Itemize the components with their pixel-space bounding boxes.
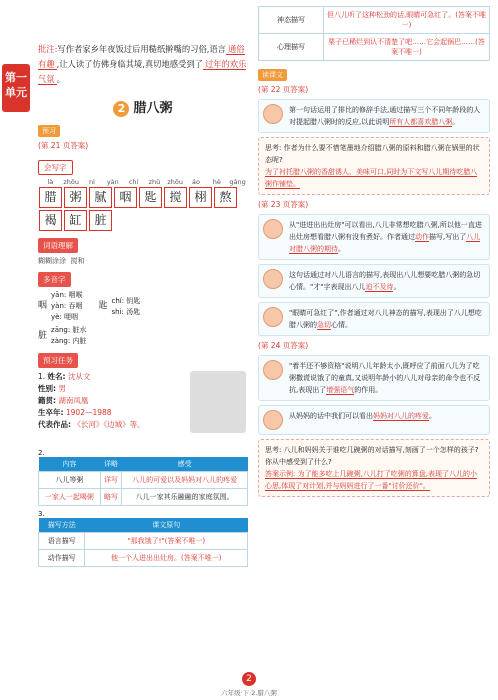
avatar xyxy=(263,307,283,327)
avatar xyxy=(263,269,283,289)
table-content: 内容 详略 感受 八儿等粥 详写 八儿的可爱以及妈妈对八儿的疼爱 一家人一起喝粥 略写 八儿一家其乐融融的家庭氛围。 xyxy=(38,457,248,506)
table-description-cont: 神态描写 但八儿听了这种松劲的话,眼睛可急红了。(答案不唯一) 心理描写 栗子已稀烂到认不清楚了吧……它会起锅巴……(答案不唯一) xyxy=(258,6,490,61)
footer-text: 六年级·下·2.腊八粥 xyxy=(221,689,277,697)
vocab-label: 词语理解 xyxy=(38,238,78,253)
note-5: "着半还不够资格"说明八儿年龄太小,既呼应了前面八儿为了吃粥撒谎说饿了的童真,又说明年龄小的八儿对母亲的命令也不反抗,表现出了增强语气的作用。 xyxy=(258,355,490,401)
char-cell: 褐 xyxy=(39,210,62,231)
write-label: 会写字 xyxy=(38,160,73,175)
pinyin-item: zhōu xyxy=(63,178,80,186)
char-cell: 搅 xyxy=(164,187,187,208)
author-portrait xyxy=(190,371,246,433)
preview-badge: 预习 xyxy=(38,125,60,137)
avatar xyxy=(263,219,283,239)
char-cell: 腊 xyxy=(39,187,62,208)
study-badge: 读课文 xyxy=(258,69,287,81)
char-cell: 匙 xyxy=(139,187,162,208)
avatar xyxy=(263,104,283,124)
think-1: 思考: 作者为什么要不惜笔墨地介绍腊八粥的原料和腊八粥在锅里的状态呢? 为了衬托腊八粥的香甜诱人、美味可口,同时为下文写八儿期待吃腊八粥作铺垫。 xyxy=(258,137,490,195)
note-2: 从"进进出出灶房"可以看出,八儿非常想吃腊八粥,所以他一直进出灶房想看腊八粥有没有煮好。作者通过动作描写,写出了八儿对腊八粥的期待。 xyxy=(258,214,490,260)
note-3: 这句话通过对八儿语言的描写,表现出八儿想要吃腊八粥的急切心情。"才"字表现出八儿迫不及待。 xyxy=(258,264,490,298)
char-cell: 栩 xyxy=(189,187,212,208)
polyphones: 咽 yān: 咽喉 yàn: 吞咽 yè: 哽咽 匙 chí: 钥匙 shi: 汤匙 xyxy=(38,291,141,321)
char-grid xyxy=(38,186,248,232)
page-number: 2 xyxy=(242,672,256,686)
left-column: 批注:写作者家乡年夜饭过后用糙纸擀嘴的习俗,语言 通俗有趣 ,让人读了仿佛身临其境,真切地感受到了 过年的欢乐气氛 。 2 腊八粥 预习 (第 21 页答案) 会写字 là zhōu nì yàn chí zhǔ zhōu áo hè gāng 腊 粥 腻 咽 匙 搅 栩 熬 褐 缸 脏 词语理解 糊糊涂涂 搅和 多音字 咽 yān: 咽喉 yàn: 吞咽 yè: 哽咽 匙 chí: 钥匙 shi: 汤匙 脏 zāng: 脏水 zàng: 内脏 预习任务 1. 姓名: 沈从文 性别: 男 籍贯: 湖南凤凰 生卒年: 1902—1988 代表作品: 《长河》《边城》等。 2. 内容 详略 感受 八儿等粥 详写 八儿的可爱以及妈妈对八儿的疼爱 一家人一起喝粥 略写 八儿一家其乐融融的家庭氛围。 3. 描写方法 课文原句 语言描写 "那我饿了!"(答案不唯一) 动作描写 他一个人进出出灶房。(答案不唯一) xyxy=(38,0,248,567)
vocab-list: 糊糊涂涂 搅和 xyxy=(38,257,85,265)
char-cell: 熬 xyxy=(214,187,237,208)
author-card: 1. 姓名: 沈从文 性别: 男 籍贯: 湖南凤凰 生卒年: 1902—1988 代表作品: 《长河》《边城》等。 xyxy=(38,371,248,449)
avatar xyxy=(263,360,283,380)
unit-tab: 第一单元 xyxy=(2,64,30,112)
right-column: 神态描写 但八儿听了这种松劲的话,眼睛可急红了。(答案不唯一) 心理描写 栗子已稀烂到认不清楚了吧……它会起锅巴……(答案不唯一) 读课文 (第 22 页答案) 第一句话运用了排比的修辞手法,通过描写三个不同年龄段的人对提起腊八粥时的反应,以此说明所有人都喜欢腊八粥。 思考: 作者为什么要不惜笔墨地介绍腊八粥的原料和腊八粥在锅里的状态呢? 为了衬托腊八粥的香甜诱人、美味可口,同时为下文写八儿期待吃腊八粥作铺垫。 (第 23 页答案) 从"进进出出灶房"可以看出,八儿非常想吃腊八粥,所以他一直进出灶房想看腊八粥有没有煮好。作者通过动作描写,写出了八儿对腊八粥的期待。 这句话通过对八儿语言的描写,表现出八儿想要吃腊八粥的急切心情。"才"字表现出八儿迫不及待。 "眼睛可急红了",作者通过对八儿神态的描写,表现出了八儿想吃腊八粥的急切心情。 (第 24 页答案) "着半还不够资格"说明八儿年龄太小,既呼应了前面八儿为了吃粥撒谎说饿了的童真,又说明年龄小的八儿对母亲的命令也不反抗,表现出了增强语气的作用。 从妈妈的话中我们可以看出妈妈对八儿的疼爱。 思考: 八儿和妈妈关于谁吃几碗粥的对话描写,刻画了一个怎样的孩子?你从中感受到了什么? 答案示例: 为了能多吃上几碗粥,八儿打了吃粥的算盘,表现了八儿的小心思,体现了对计划,并与妈妈进行了一番"讨价还价"。 xyxy=(258,0,490,501)
lesson-title: 2 腊八粥 xyxy=(38,97,248,117)
pinyin-item: yàn xyxy=(106,178,119,186)
page-answers: (第 21 页答案) xyxy=(38,141,89,150)
pinyin-item: zhǔ xyxy=(148,178,161,186)
pinyin-item: áo xyxy=(191,178,200,186)
note-4: "眼睛可急红了",作者通过对八儿神态的描写,表现出了八儿想吃腊八粥的急切心情。 xyxy=(258,302,490,336)
annotation: 批注:写作者家乡年夜饭过后用糙纸擀嘴的习俗,语言 通俗有趣 ,让人读了仿佛身临其境,真切地感受到了 过年的欢乐气氛 。 xyxy=(38,44,247,84)
pinyin-item: zhōu xyxy=(167,178,183,186)
char-cell: 咽 xyxy=(114,187,137,208)
pinyin-item: gāng xyxy=(229,178,246,186)
task-label: 预习任务 xyxy=(38,353,78,368)
pinyin-item: hè xyxy=(212,178,221,186)
char-cell: 脏 xyxy=(89,210,112,231)
pinyin-row xyxy=(40,178,248,186)
footer xyxy=(0,672,498,697)
char-cell: 腻 xyxy=(89,187,112,208)
char-cell: 缸 xyxy=(64,210,87,231)
poly-label: 多音字 xyxy=(38,272,71,287)
note-6: 从妈妈的话中我们可以看出妈妈对八儿的疼爱。 xyxy=(258,405,490,435)
polyphone-3: 脏 zāng: 脏水 zàng: 内脏 xyxy=(38,326,87,345)
pinyin-item: là xyxy=(47,178,54,186)
avatar xyxy=(263,410,283,430)
pinyin-item: chí xyxy=(128,178,139,186)
pinyin-item: nì xyxy=(89,178,95,186)
note-1: 第一句话运用了排比的修辞手法,通过描写三个不同年龄段的人对提起腊八粥时的反应,以此说明所有人都喜欢腊八粥。 xyxy=(258,99,490,133)
table-description: 描写方法 课文原句 语言描写 "那我饿了!"(答案不唯一) 动作描写 他一个人进出出灶房。(答案不唯一) xyxy=(38,518,248,567)
think-2: 思考: 八儿和妈妈关于谁吃几碗粥的对话描写,刻画了一个怎样的孩子?你从中感受到了什么? 答案示例: 为了能多吃上几碗粥,八儿打了吃粥的算盘,表现了八儿的小心思,体现了对计划,并与妈妈进行了一番"讨价还价"。 xyxy=(258,439,490,497)
char-cell: 粥 xyxy=(64,187,87,208)
